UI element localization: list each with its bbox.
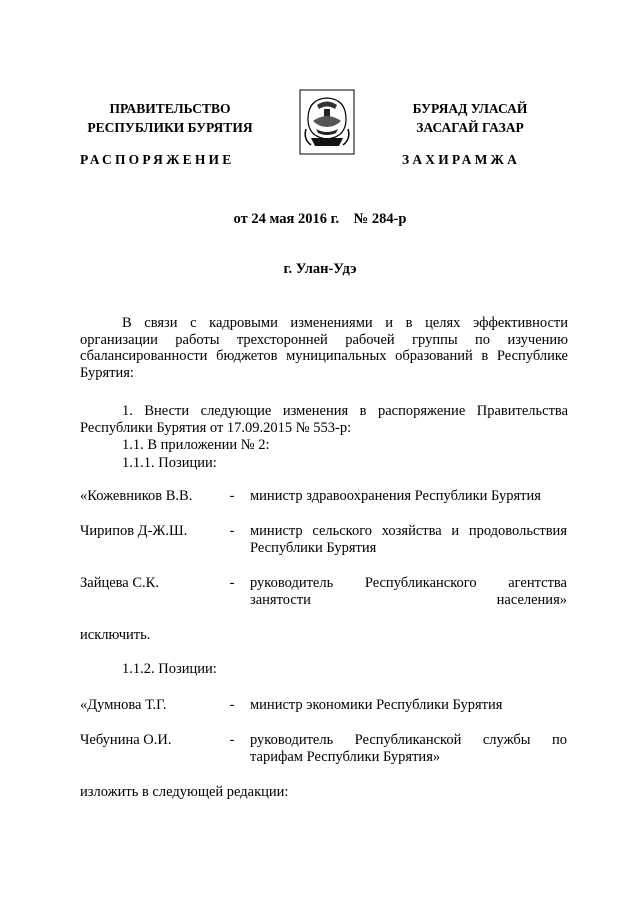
doc-type-bua: ЗАХИРАМЖА <box>402 152 521 167</box>
list1-description: руководитель Республиканского агентства занятости населения» <box>250 575 567 608</box>
list1-dash: - <box>229 488 235 504</box>
list1-dash: - <box>229 575 235 591</box>
restate-text: изложить в следующей редакции: <box>80 784 289 800</box>
list1-name: Зайцева С.К. <box>80 575 159 591</box>
issuer-bua-line2: ЗАСАГАЙ ГАЗАР <box>416 120 524 135</box>
list2-dash: - <box>229 732 235 748</box>
list1-description: министр здравоохранения Республики Бурятия <box>250 488 541 504</box>
intro-paragraph: В связи с кадровыми изменениями и в целях эффективности организации работы трехсторонней рабочей группы по изучению сбалансированности бюджетов муниципальных образований в Республике Бурятия: <box>80 315 568 381</box>
item-1-1-2: 1.1.2. Позиции: <box>122 661 217 677</box>
item-1-1: 1.1. В приложении № 2: <box>122 437 270 453</box>
item-1: 1. Внести следующие изменения в распоряжение Правительства Республики Бурятия от 17.09.2015 № 553-р: <box>80 403 568 436</box>
item-1-1-1: 1.1.1. Позиции: <box>122 455 217 471</box>
issuer-ru <box>70 99 270 137</box>
issuer-bua-line1: БУРЯАД УЛАСАЙ <box>412 101 528 116</box>
issuer-ru-line2: РЕСПУБЛИКИ БУРЯТИЯ <box>87 120 253 135</box>
city-line: г. Улан-Удэ <box>283 261 357 277</box>
issuer-ru-line1: ПРАВИТЕЛЬСТВО <box>109 101 231 116</box>
doc-type-ru: РАСПОРЯЖЕНИЕ <box>80 152 235 167</box>
list2-dash: - <box>229 697 235 713</box>
exclude-text: исключить. <box>80 627 151 643</box>
issuer-bua <box>370 99 570 137</box>
list1-name: Чирипов Д-Ж.Ш. <box>80 523 188 539</box>
date-number-line: от 24 мая 2016 г. № 284-р <box>233 211 407 227</box>
list2-description: руководитель Республиканской службы по тарифам Республики Бурятия» <box>250 732 567 765</box>
list2-name: Чебунина О.И. <box>80 732 172 748</box>
list2-description: министр экономики Республики Бурятия <box>250 697 503 713</box>
list1-description: министр сельского хозяйства и продовольствия Республики Бурятия <box>250 523 567 556</box>
list1-name: «Кожевников В.В. <box>80 488 193 504</box>
coat-of-arms-emblem <box>299 89 355 155</box>
list1-dash: - <box>229 523 235 539</box>
list2-name: «Думнова Т.Г. <box>80 697 167 713</box>
